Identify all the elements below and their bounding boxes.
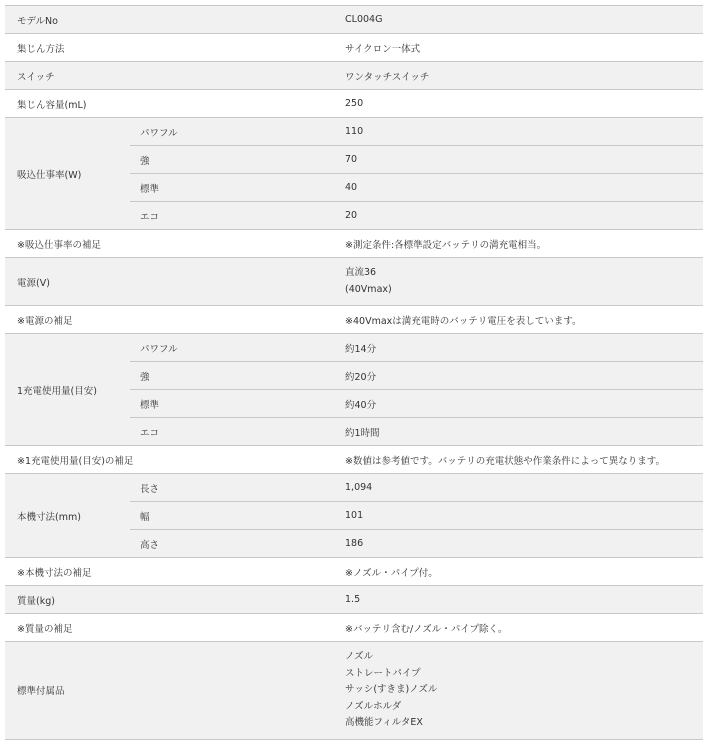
spec-label: 集じん容量(mL) [5,90,345,118]
table-row [5,642,703,740]
table-row [5,258,703,306]
table-row [5,586,703,614]
spec-value [345,642,703,740]
spec-sublabel: 幅 [130,502,345,530]
power-value-line: 直流36 [345,267,377,278]
table-row [5,446,703,474]
table-row [5,118,703,146]
table-row [5,230,703,258]
table-row [5,558,703,586]
spec-sublabel: 標準 [130,390,345,418]
spec-value: 250 [345,90,703,118]
spec-value [345,258,703,306]
spec-value: ※ノズル・パイプ付。 [345,558,703,586]
spec-label: 吸込仕事率(W) [5,118,130,230]
spec-label: スイッチ [5,62,345,90]
spec-label: ※吸込仕事率の補足 [5,230,345,258]
spec-value: 1.5 [345,586,703,614]
spec-value: ※数値は参考値です。バッテリの充電状態や作業条件によって異なります。 [345,446,703,474]
spec-value: 101 [345,502,703,530]
spec-value: 約40分 [345,390,703,418]
spec-label: ※本機寸法の補足 [5,558,345,586]
spec-sublabel: エコ [130,418,345,446]
spec-table [5,5,703,740]
accessory-item: ノズル [345,651,374,662]
accessory-item: 高機能フィルタEX [345,717,423,728]
spec-value: ※40Vmaxは満充電時のバッテリ電圧を表しています。 [345,306,703,334]
table-row [5,6,703,34]
spec-value: 1,094 [345,474,703,502]
spec-value: サイクロン一体式 [345,34,703,62]
spec-value: 40 [345,174,703,202]
spec-sublabel: 強 [130,146,345,174]
accessory-item: サッシ(すきま)ノズル [345,684,438,695]
spec-label: 1充電使用量(目安) [5,334,130,446]
table-row [5,90,703,118]
spec-sublabel: 強 [130,362,345,390]
accessory-item: ストレートパイプ [345,667,421,679]
spec-value: ※バッテリ含む/ノズル・パイプ除く。 [345,614,703,642]
table-row [5,34,703,62]
spec-value: 186 [345,530,703,558]
spec-label: ※質量の補足 [5,614,345,642]
spec-value: CL004G [345,6,703,34]
spec-label: 集じん方法 [5,34,345,62]
spec-label: ※1充電使用量(目安)の補足 [5,446,345,474]
table-row [5,334,703,362]
spec-label: 質量(kg) [5,586,345,614]
table-row [5,614,703,642]
spec-sublabel: パワフル [130,334,345,362]
spec-sublabel: パワフル [130,118,345,146]
table-row [5,474,703,502]
spec-value: 20 [345,202,703,230]
spec-sublabel: 長さ [130,474,345,502]
spec-value: 約20分 [345,362,703,390]
spec-value: ※測定条件:各標準設定バッテリの満充電相当。 [345,230,703,258]
spec-label: 電源(V) [5,258,345,306]
spec-label: 本機寸法(mm) [5,474,130,558]
table-row [5,306,703,334]
spec-value: 約14分 [345,334,703,362]
spec-value: 70 [345,146,703,174]
spec-sublabel: エコ [130,202,345,230]
spec-sublabel: 高さ [130,530,345,558]
spec-value: 110 [345,118,703,146]
spec-label: ※電源の補足 [5,306,345,334]
accessory-item: ノズルホルダ [345,700,402,712]
power-value-line: (40Vmax) [345,283,392,295]
spec-sublabel: 標準 [130,174,345,202]
table-row [5,62,703,90]
spec-value: 約1時間 [345,418,703,446]
spec-label: モデルNo [5,6,345,34]
spec-value: ワンタッチスイッチ [345,62,703,90]
spec-label: 標準付属品 [5,642,345,740]
